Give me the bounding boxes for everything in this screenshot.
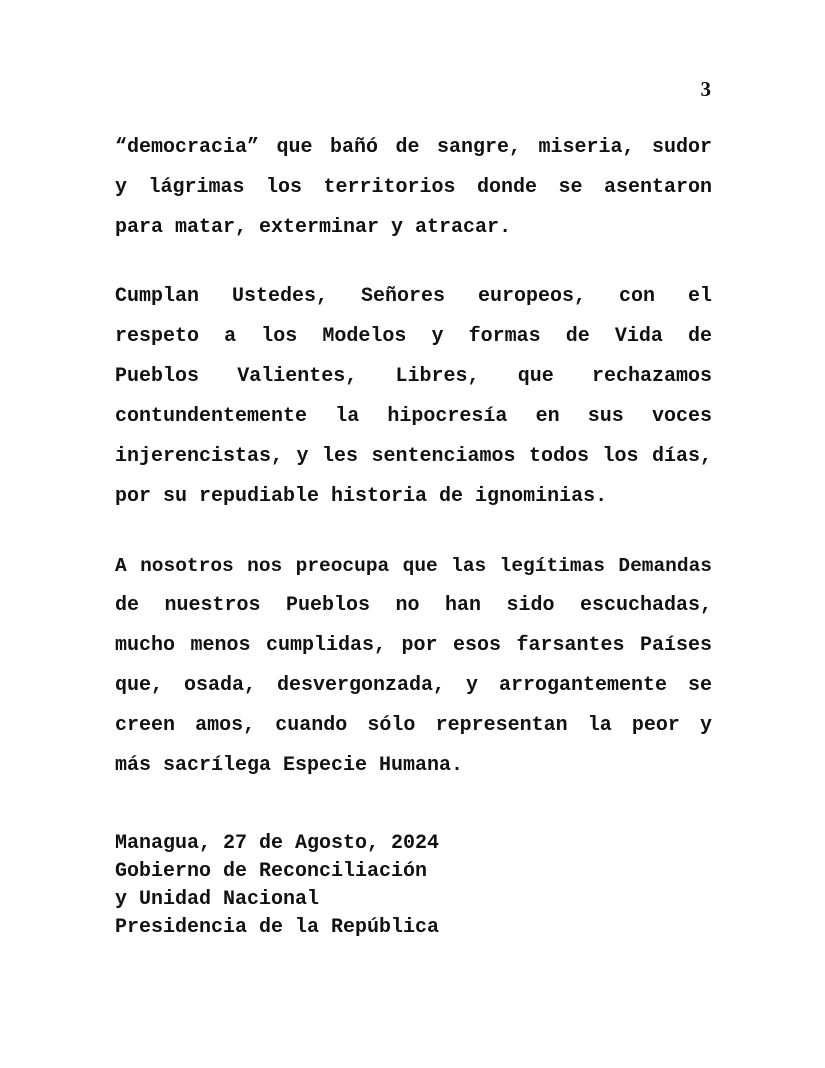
paragraph-line: respeto a los Modelos y formas de Vida de [115, 325, 712, 348]
paragraph-line: injerencistas, y les sentenciamos todos los días, [115, 445, 712, 468]
place-and-date: Managua, 27 de Agosto, 2024 [115, 832, 440, 855]
signature-block [115, 830, 439, 942]
paragraph-line: más sacrílega Especie Humana. [115, 754, 464, 777]
paragraph-a-nosotros [115, 546, 712, 786]
page-number: 3 [700, 77, 711, 101]
paragraph-line: para matar, exterminar y atracar. [115, 216, 512, 239]
paragraph-line: que, osada, desvergonzada, y arrogantemente se [115, 674, 712, 697]
paragraph-line: Cumplan Ustedes, Señores europeos, con el [115, 285, 712, 308]
paragraph-line: creen amos, cuando sólo representan la peor y [115, 714, 712, 737]
government-name-line-2: y Unidad Nacional [115, 888, 320, 911]
paragraph-line: contundentemente la hipocresía en sus voces [115, 405, 712, 428]
paragraph-line: Pueblos Valientes, Libres, que rechazamos [115, 365, 712, 388]
paragraph-democracia [115, 128, 712, 248]
paragraph-line: y lágrimas los territorios donde se asentaron [115, 176, 712, 199]
paragraph-line: A nosotros nos preocupa que las legítimas Demandas [115, 555, 712, 577]
document-body [115, 128, 712, 815]
paragraph-line: mucho menos cumplidas, por esos farsantes Países [115, 634, 712, 657]
paragraph-cumplan-ustedes [115, 277, 712, 517]
paragraph-line: “democracia” que bañó de sangre, miseria, sudor [115, 136, 712, 159]
government-name-line-1: Gobierno de Reconciliación [115, 860, 428, 883]
paragraph-line: de nuestros Pueblos no han sido escuchadas, [115, 594, 712, 617]
paragraph-line: por su repudiable historia de ignominias. [115, 485, 608, 508]
office-name: Presidencia de la República [115, 916, 440, 939]
